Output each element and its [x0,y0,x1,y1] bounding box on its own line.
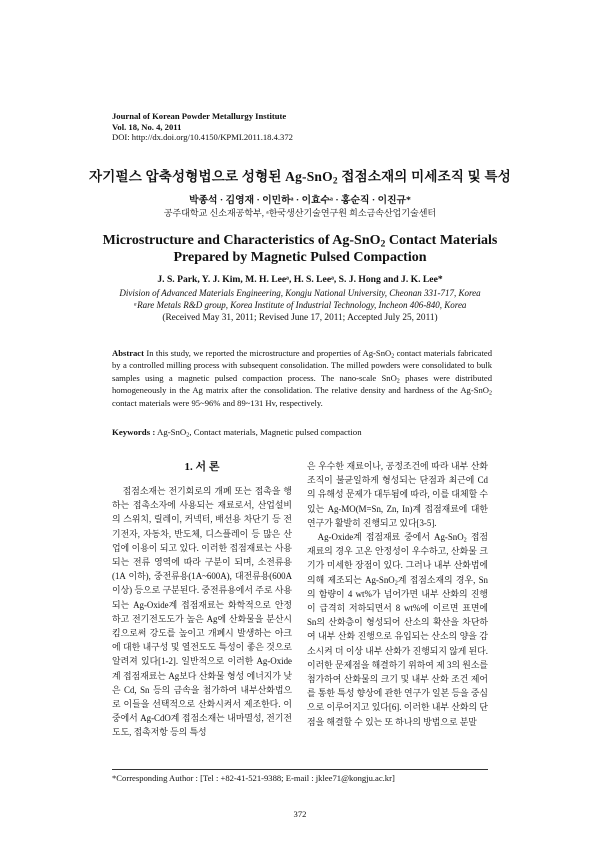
journal-info [112,111,293,143]
korean-title: 자기펄스 압축성형법으로 성형된 Ag-SnO$_2$ 접점소재의 미세조직 및 특성 [89,169,511,187]
footnote-divider [112,769,488,770]
journal-doi[interactable]: DOI: http://dx.doi.org/10.4150/KPMI.2011.18.4.372 [112,132,293,143]
left-column [112,484,292,740]
korean-affiliation: 공주대학교 신소재공학부, ᵃ한국생산기술연구원 희소금속산업기술센터 [163,208,437,218]
abstract: Abstract In this study, we reported the microstructure and properties of Ag-SnO$_2$ contact materials fabricated by a controlled milling process with subsequent consolidation. The milled powders were consolidated to bulk samples using a magnetic pulsed compaction process. The nano-scale SnO$_2$ phases were distributed homogeneously in the Ag matrix after the consolidation. The relative density and hardness of the Ag-SnO$_2$ contact materials were 95~96% and 89~131 Hv, respectively. [112,348,493,408]
keywords: Keywords : Ag-SnO$_2$, Contact materials, Magnetic pulsed compaction [112,427,362,439]
received-dates: (Received May 31, 2011; Revised June 17, 2011; Accepted July 25, 2011) [162,313,438,323]
paragraph: 접점소재는 전기회로의 개폐 또는 접촉을 행하는 접촉소자에 사용되는 재료로서, 산업설비의 스위치, 릴레이, 커넥터, 배선용 차단기 등 전기전자, 자동차, 반도체, 디스플레이 등 많은 산업에 이용이 되고 있다. 이러한 접점재료는 사용되는 전류 영역에 따라 구분이 되며, 소전류용(1A 이하), 중전류용(1A~600A), 대전류용(600A 이상) 등으로 구분된다. 중전류용에서 주로 사용되는 Ag-Oxide계 접점재료는 화학적으로 안정하고 전기전도도가 높은 Ag에 산화물을 분산시킴으로써 강도를 높이고 개폐시 발생하는 아크에 대한 내구성 및 열전도도 특성이 좋은 것으로 알려져 있다[1-2]. 일반적으로 이러한 Ag-Oxide계 접점재료는 Ag보다 산화물 형성 에너지가 낮은 Cd, Sn 등의 금속을 첨가하여 내부산화법으로 이들을 선택적으로 산화시켜서 제조한다. 이 중에서 Ag-CdO계 접점소재는 내마멸성, 전기전도도, 접촉저항 등의 특성 [112,486,292,738]
section-heading-introduction: 1. 서 론 [184,461,220,473]
abstract-label: Abstract [112,348,144,358]
keywords-label: Keywords : [112,427,156,437]
corresponding-author-footnote: *Corresponding Author : [Tel : +82-41-521-9388; E-mail : jklee71@kongju.ac.kr] [112,773,395,783]
english-affiliation: Division of Advanced Materials Engineering, Kongju National University, Cheonan 331-717, Korea ᵃRare Metals R&D group, Korea Institute of Industrial Technology, Incheon 406-840, Korea [119,288,481,310]
right-column [307,459,488,729]
journal-volume: Vol. 18, No. 4, 2011 [112,121,182,132]
paragraph: Ag-Oxide계 접점재료 중에서 Ag-SnO$_2$ 접점재료의 경우 고온 안정성이 우수하고, 산화물 크기가 미세한 장점이 있다. 그러나 내부 산화법에 의해 제조되는 Ag-SnO$_2$계 접점소재의 경우, Sn의 함량이 4 wt%가 넘어가면 내부 산화의 진행이 급격히 저하되면서 8 wt%에 이르면 표면에 Sn의 산화층이 형성되어 산소의 확산을 차단하여 내부 산화 진행으로 유입되는 산소의 양을 감소시켜 더 이상 내부 산화가 진행되지 않게 된다. 이러한 문제점을 해결하기 위하여 제 3의 원소를 첨가하여 산화물의 크기 및 내부 산화 조건 제어를 통한 특성 향상에 관한 연구가 일본 등을 중심으로 이루어지고 있다[6]. 이러한 내부 산화의 단점을 해결할 수 있는 또 하나의 방법으로 분말 [307,532,488,727]
english-authors: J. S. Park, Y. J. Kim, M. H. Leeᵃ, H. S. Leeᵃ, S. J. Hong and J. K. Lee* [157,274,443,285]
korean-authors: 박종석 · 김영재 · 이민하ᵃ · 이효수ᵃ · 홍순직 · 이진규* [189,195,411,206]
paragraph: 은 우수한 재료이나, 공정조건에 따라 내부 산화조직이 불균일하게 형성되는 단점과 최근에 Cd의 유해성 문제가 대두됨에 따라, 이를 대체할 수 있는 Ag-MO(M=Sn, Zn, In)계 접점재료에 대한 연구가 활발히 진행되고 있다[3-5]. [307,461,488,528]
page-number: 372 [293,809,307,819]
journal-name: Journal of Korean Powder Metallurgy Institute [112,111,287,121]
english-title: Microstructure and Characteristics of Ag-SnO$_2$ Contact Materials Prepared by Magnetic Pulsed Compaction [102,233,498,265]
